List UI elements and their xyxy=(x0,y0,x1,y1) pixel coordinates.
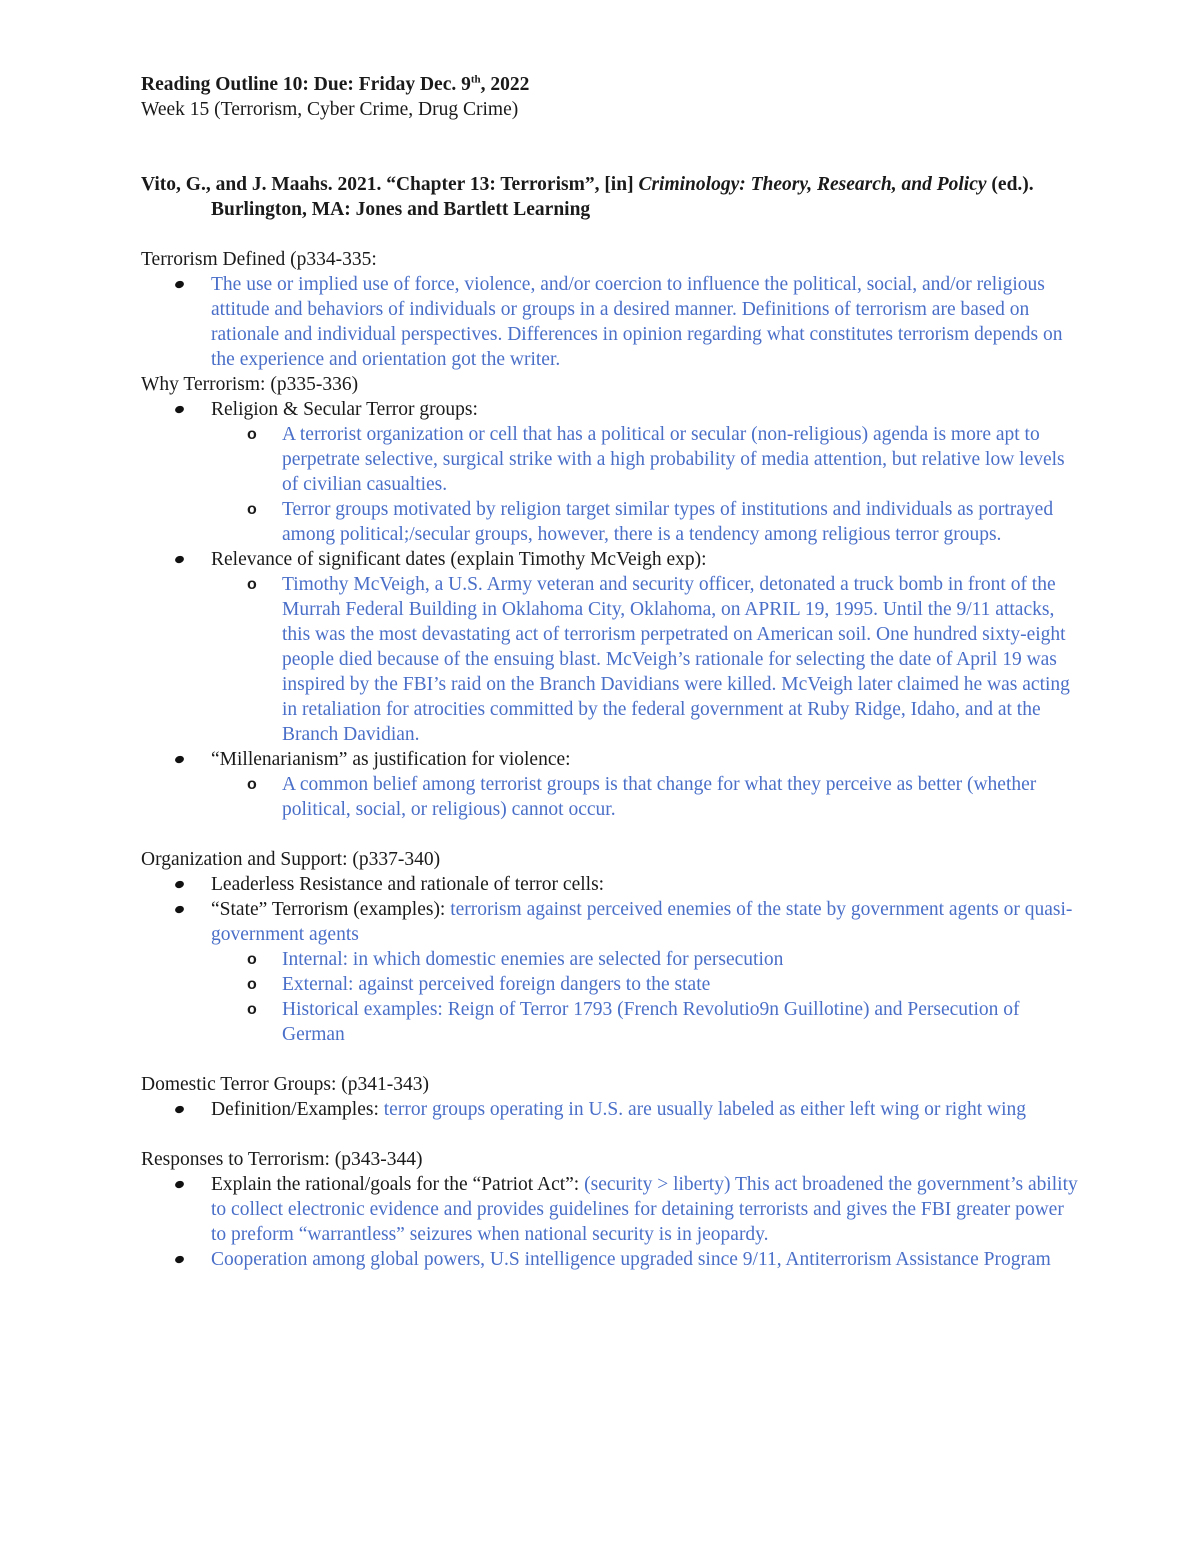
citation-authors: Vito, G., and J. Maahs. 2021. “Chapter 13: Terrorism”, [in] xyxy=(141,174,639,195)
sub-list-item xyxy=(141,497,1081,547)
section-heading-terrorism-defined: Terrorism Defined (p334-335: xyxy=(141,249,377,270)
bullet-icon xyxy=(175,897,195,922)
sub-bullet-icon: o xyxy=(247,501,257,518)
prompt-text: Explain the rational/goals for the “Patriot Act”: xyxy=(211,1174,585,1195)
list-item xyxy=(141,272,1081,372)
list-item xyxy=(141,1097,1081,1122)
list-item xyxy=(141,1172,1081,1247)
answer-text: The use or implied use of force, violence, and/or coercion to influence the political, social, and/or religious attitude and behaviors of individuals or groups in a desired manner. Definitions of terrorism are based on rationale and individual perspectives. Differences in opinion regarding what constitutes terrorism depends on the experience and orientation got the writer. xyxy=(211,274,1063,370)
week-line: Week 15 (Terrorism, Cyber Crime, Drug Crime) xyxy=(141,99,519,120)
answer-text: Timothy McVeigh, a U.S. Army veteran and security officer, detonated a truck bomb in front of the Murrah Federal Building in Oklahoma City, Oklahoma, on APRIL 19, 1995. Until the 9/11 attacks, this was the most devastating act of terrorism perpetrated on American soil. One hundred sixty-eight people died because of the ensuing blast. McVeigh’s rationale for selecting the date of April 19 was inspired by the FBI’s raid on the Branch Davidians were killed. McVeigh later claimed he was acting in retaliation for atrocities committed by the federal government at Ruby Ridge, Idaho, and at the Branch Davidian. xyxy=(282,574,1070,745)
sub-bullet-icon: o xyxy=(247,1001,257,1018)
bullet-icon xyxy=(175,272,195,297)
bullet-icon xyxy=(175,872,195,897)
citation-book-title: Criminology: Theory, Research, and Policy xyxy=(638,174,987,195)
bullet-icon xyxy=(175,747,195,772)
list-item xyxy=(141,1247,1081,1272)
answer-text: Internal: in which domestic enemies are selected for persecution xyxy=(282,949,784,970)
sub-list-item xyxy=(141,572,1081,747)
answer-text: Terror groups motivated by religion target similar types of institutions and individuals as portrayed among political;/secular groups, however, there is a tendency among religious terror groups. xyxy=(282,499,1054,545)
title-main: Reading Outline 10: Due: Friday Dec. 9 xyxy=(141,74,471,95)
outline-title xyxy=(141,72,1081,97)
document-body xyxy=(141,72,1081,1272)
sub-bullet-icon: o xyxy=(247,976,257,993)
answer-text: A terrorist organization or cell that has a political or secular (non-religious) agenda is more apt to perpetrate selective, surgical strike with a high probability of media attention, but relative low levels of civilian casualties. xyxy=(282,424,1065,495)
bullet-icon xyxy=(175,1172,195,1197)
bullet-icon xyxy=(175,1097,195,1122)
list-item xyxy=(141,747,1081,772)
section-heading-domestic-terror: Domestic Terror Groups: (p341-343) xyxy=(141,1074,430,1095)
list-item xyxy=(141,897,1081,947)
sub-bullet-icon: o xyxy=(247,776,257,793)
sub-list-item xyxy=(141,422,1081,497)
answer-text: External: against perceived foreign dangers to the state xyxy=(282,974,711,995)
list-item xyxy=(141,547,1081,572)
answer-text: terrorism against perceived enemies of the state by government agents or quasi-government agents xyxy=(211,899,1073,945)
answer-text: A common belief among terrorist groups is that change for what they perceive as better (whether political, social, or religious) cannot occur. xyxy=(282,774,1037,820)
citation xyxy=(141,172,1081,222)
prompt-text: Religion & Secular Terror groups: xyxy=(211,399,478,420)
sub-bullet-icon: o xyxy=(247,951,257,968)
sub-list-item xyxy=(141,972,1081,997)
citation-publisher: (ed.). Burlington, MA: Jones and Bartlett Learning xyxy=(211,174,1034,220)
title-superscript: th xyxy=(470,73,481,86)
list-item xyxy=(141,872,1081,897)
section-heading-why-terrorism: Why Terrorism: (p335-336) xyxy=(141,374,359,395)
sub-list-item xyxy=(141,947,1081,972)
prompt-text: Definition/Examples: xyxy=(211,1099,384,1120)
prompt-text: “Millenarianism” as justification for violence: xyxy=(211,749,571,770)
section-heading-organization-support: Organization and Support: (p337-340) xyxy=(141,849,441,870)
prompt-text: Relevance of significant dates (explain Timothy McVeigh exp): xyxy=(211,549,707,570)
answer-text: terror groups operating in U.S. are usually labeled as either left wing or right wing xyxy=(383,1099,1027,1120)
prompt-text: Leaderless Resistance and rationale of terror cells: xyxy=(211,874,605,895)
sub-bullet-icon: o xyxy=(247,576,257,593)
list-item xyxy=(141,397,1081,422)
bullet-icon xyxy=(175,1247,195,1272)
sub-bullet-icon: o xyxy=(247,426,257,443)
sub-list-item xyxy=(141,772,1081,822)
prompt-text: “State” Terrorism (examples): xyxy=(211,899,451,920)
bullet-icon xyxy=(175,397,195,422)
section-heading-responses: Responses to Terrorism: (p343-344) xyxy=(141,1149,423,1170)
answer-text: Historical examples: Reign of Terror 1793 (French Revolutio9n Guillotine) and Persecution of German xyxy=(282,999,1020,1045)
title-end: , 2022 xyxy=(480,74,530,95)
answer-text: (security > liberty) This act broadened the government’s ability to collect electronic evidence and provides guidelines for detaining terrorists and gives the FBI greater power to preform “warrantless” seizures when national security is in jeopardy. xyxy=(211,1174,1078,1245)
sub-list-item xyxy=(141,997,1081,1047)
answer-text: Cooperation among global powers, U.S intelligence upgraded since 9/11, Antiterrorism Assistance Program xyxy=(211,1249,1051,1270)
bullet-icon xyxy=(175,547,195,572)
